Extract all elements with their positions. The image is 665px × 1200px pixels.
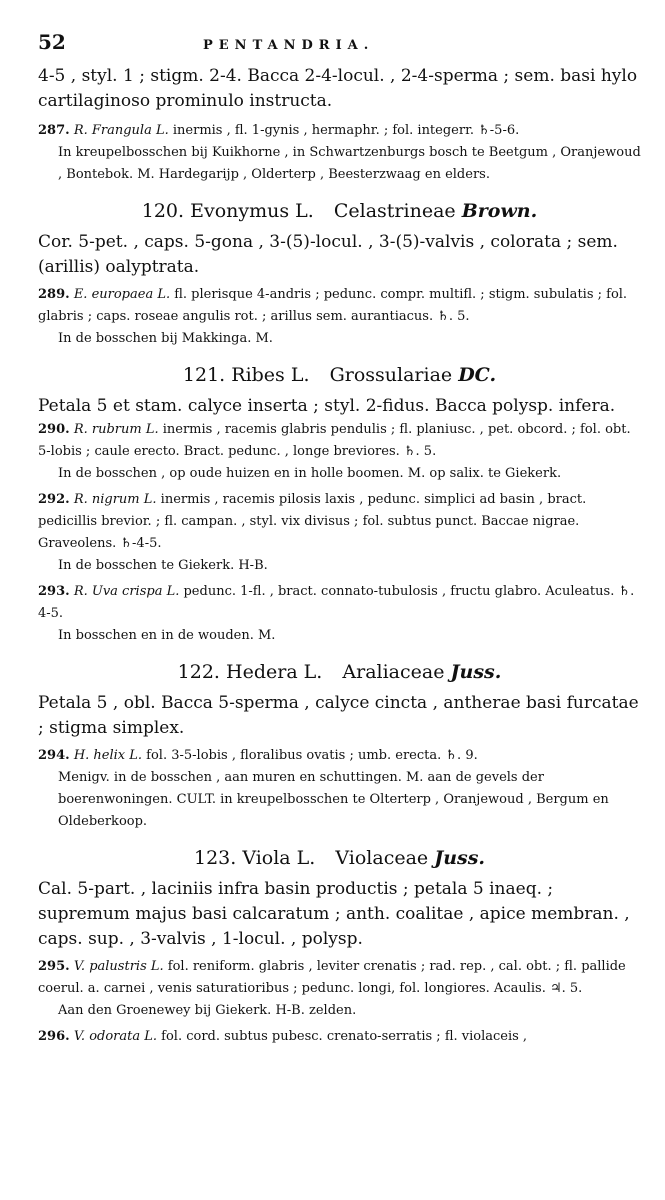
species-description: inermis , racemis pilosis laxis , pedunc. simplici ad basin , bract. pedicillis brevior. ; fl. campan. , styl. vix divisus ; fol. subtus punct. Baccae nigrae. Graveolens. ♄-4-5. [38,492,587,551]
species-description: inermis , racemis glabris pendulis ; fl. planiusc. , pet. obcord. ; fol. obt. 5-lobis ; caule erecto. Bract. pedunc. , longe breviores. ♄. 5. [38,422,631,459]
species-number: 287. [38,123,70,138]
species-name: H. helix L. [73,748,143,763]
species-289 [38,284,641,350]
species-description: fol. reniform. glabris , leviter crenatis ; rad. rep. , cal. obt. ; fl. pallide coerul. a. carnei , venis saturatioribus ; pedunc. longi, fol. longiores. Acaulis. ♃. 5. [38,959,626,996]
genus-heading-120 [38,198,641,224]
page-number: 52 [38,30,66,54]
genus-heading-121 [38,362,641,388]
species-name: V. palustris L. [73,959,164,974]
species-number: 289. [38,287,70,302]
family-name: Violaceae [335,847,429,869]
genus-title: 121. Ribes L. [182,364,310,386]
species-description: fol. 3-5-lobis , floralibus ovatis ; umb. erecta. ♄. 9. [146,748,478,763]
species-290 [38,419,641,485]
species-description: fol. cord. subtus pubesc. crenato-serratis ; fl. violaceis , [161,1029,528,1044]
species-name: R. Frangula L. [73,123,169,138]
species-number: 296. [38,1029,70,1044]
running-head: PENTANDRIA. [203,38,375,53]
genus-description: Petala 5 , obl. Bacca 5-sperma , calyce cincta , antherae basi furcatae ; stigma simplex. [38,693,639,738]
genus-description: Cal. 5-part. , laciniis infra basin productis ; petala 5 inaeq. ; supremum majus basi calcaratum ; anth. coalitae , apice membran. , caps. sup. , 3-valvis , 1-locul. , polysp. [38,879,630,949]
species-locality: In bosschen en in de wouden. M. [58,628,276,643]
species-name: E. europaea L. [73,287,171,302]
genus-title: 123. Viola L. [193,847,316,869]
genus-title: 122. Hedera L. [177,661,323,683]
family-name: Araliaceae [342,661,445,683]
species-287 [38,120,641,186]
family-author: Juss. [434,847,486,869]
species-name: R. Uva crispa L. [73,584,180,599]
species-name: V. odorata L. [73,1029,158,1044]
species-number: 295. [38,959,70,974]
species-number: 292. [38,492,70,507]
species-292 [38,489,641,577]
genus-title: 120. Evonymus L. [141,200,314,222]
genus-heading-123 [38,845,641,871]
family-author: Juss. [450,661,502,683]
species-number: 293. [38,584,70,599]
genus-description: Cor. 5-pet. , caps. 5-gona , 3-(5)-locul. , 3-(5)-valvis , colorata ; sem. (arillis) oalyptrata. [38,232,618,277]
species-locality: In de bosschen , op oude huizen en in holle boomen. M. op salix. te Giekerk. [58,466,562,481]
species-295 [38,956,641,1022]
intro-paragraph: 4-5 , styl. 1 ; stigm. 2-4. Bacca 2-4-locul. , 2-4-sperma ; sem. basi hylo cartilaginoso prominulo instructa. [38,66,638,111]
species-293 [38,581,641,647]
family-name: Grossulariae [329,364,453,386]
family-author: DC. [458,364,497,386]
species-description: fl. plerisque 4-andris ; pedunc. compr. multifl. ; stigm. subulatis ; fol. glabris ; caps. roseae angulis rot. ; arillus sem. aurantiacus. ♄. 5. [38,287,628,324]
page-header [38,30,641,64]
species-296 [38,1026,641,1048]
family-name: Celastrineae [333,200,456,222]
species-number: 290. [38,422,70,437]
genus-heading-122 [38,659,641,685]
family-author: Brown. [461,200,538,222]
species-294 [38,745,641,833]
species-description: inermis , fl. 1-gynis , hermaphr. ; fol. integerr. ♄-5-6. [172,123,520,138]
species-name: R. nigrum L. [73,492,157,507]
species-locality: Aan den Groenewey bij Giekerk. H-B. zelden. [58,1003,357,1018]
species-locality: In kreupelbosschen bij Kuikhorne , in Schwartzenburgs bosch te Beetgum , Oranjewoud , Bontebok. M. Hardegarijp , Olderterp , Beesterzwaag en elders. [58,145,641,182]
species-name: R. rubrum L. [73,422,159,437]
species-description: pedunc. 1-fl. , bract. connato-tubulosis , fructu glabro. Aculeatus. ♄. 4-5. [38,584,635,621]
species-locality: Menigv. in de bosschen , aan muren en schuttingen. M. aan de gevels der boerenwoningen. CULT. in kreupelbosschen te Olterterp , Oranjewoud , Bergum en Oldeberkoop. [58,770,609,829]
species-number: 294. [38,748,70,763]
species-locality: In de bosschen bij Makkinga. M. [58,331,273,346]
genus-description: Petala 5 et stam. calyce inserta ; styl. 2-fidus. Bacca polysp. infera. [38,396,616,416]
species-locality: In de bosschen te Giekerk. H-B. [58,558,268,573]
